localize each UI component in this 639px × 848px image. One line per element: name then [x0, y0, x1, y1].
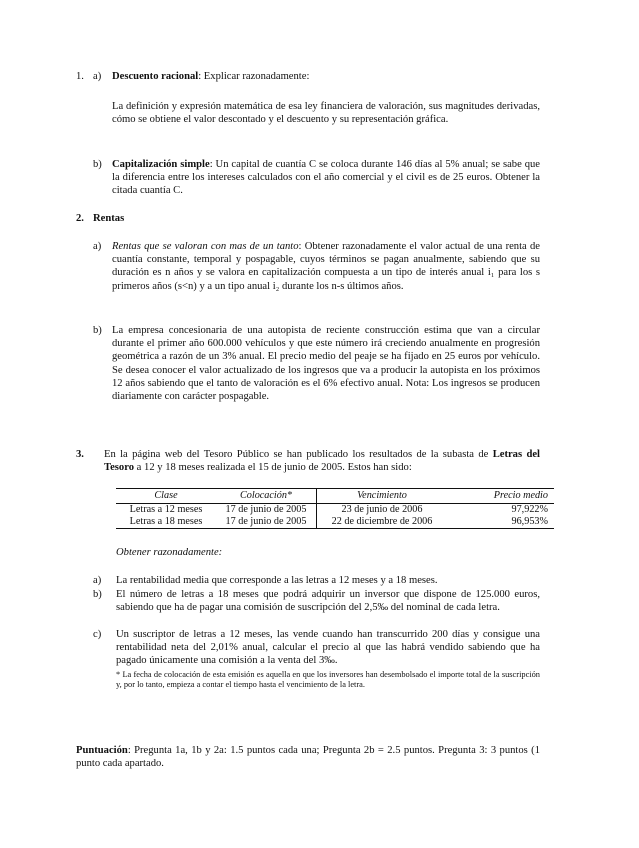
q2a-italic: Rentas que se valoran con mas de un tanto	[112, 241, 299, 252]
q3b-text: El número de letras a 18 meses que podrá adquirir un inversor que dispone de 125.000 euros, sabiendo que ha de pagar una comisión de suscripción del 2,5‰ del nominal de cada letra.	[116, 589, 540, 614]
table-row	[116, 516, 554, 529]
col-precio: Precio medio	[447, 489, 554, 504]
q1b-label: b)	[93, 159, 102, 170]
q2a-label: a)	[93, 241, 102, 252]
col-vencimiento: Vencimiento	[317, 489, 448, 504]
cell: 17 de junio de 2005	[225, 516, 307, 527]
q3b-label: b)	[93, 589, 102, 600]
obtener-label: Obtener razonadamente:	[116, 547, 223, 558]
q1b-body: : Un capital de cuantía C se coloca durante 146 días al 5% anual; se sabe que la diferencia entre los intereses calculados con el año comercial y el civil es de 25 euros. Obtener la citada cuantía C.	[112, 159, 541, 197]
subasta-table	[116, 488, 554, 529]
q3-number: 3.	[76, 449, 84, 460]
cell: 17 de junio de 2005	[225, 504, 307, 515]
q2b-label: b)	[93, 325, 102, 336]
q2-number: 2.	[76, 213, 84, 224]
q1b-title: Capitalización simple	[112, 159, 210, 170]
q3-intro-bold: Letras del Tesoro	[104, 449, 540, 474]
q1-number: 1.	[76, 71, 84, 82]
q2a-body: : Obtener razonadamente el valor actual de una renta de cuantía constante, temporal y pospagable, cuyos términos se pagan anualmente, sabiendo que su duración es n años y se valora en capitalización compuesta a un tipo de interés anual i₁ para los s primeros años (s<n) y a un tipo anual i₂ durante los n-s últimos años.	[112, 241, 540, 292]
q3-intro-end: a 12 y 18 meses realizada el 15 de junio de 2005. Estos han sido:	[134, 462, 412, 474]
scoring	[76, 744, 540, 770]
q2b-body: La empresa concesionaria de una autopista de reciente construcción estima que van a circular durante el primer año 600.000 vehículos y que este número irá creciendo anualmente en progresión geométrica a razón de un 3% anual. El precio medio del peaje se ha fijado en 25 euros por vehículo. Se desea conocer el valor actualizado de los ingresos que va a producir la autopista en los próximos 12 años sabiendo que el tanto de valoración es el 6% efectivo anual. Nota: Los ingresos se producen diariamente con carácter pospagable.	[112, 325, 540, 403]
col-colocacion: Colocación*	[216, 489, 317, 504]
cell: Letras a 18 meses	[129, 516, 203, 527]
q3c-label: c)	[93, 629, 102, 640]
scoring-label: Puntuación	[76, 745, 128, 756]
q3-intro-start: En la página web del Tesoro Público se han publicado los resultados de la subasta de	[104, 449, 493, 460]
cell: Letras a 12 meses	[129, 504, 203, 515]
cell: 23 de junio de 2006	[317, 504, 448, 517]
q1a-title: Descuento racional	[112, 71, 199, 82]
q1a-heading	[112, 70, 309, 83]
q2-title: Rentas	[93, 213, 125, 224]
q1a-body: La definición y expresión matemática de esa ley financiera de valoración, sus magnitudes derivadas, cómo se obtiene el valor descontado y el descuento y su representación gráfica.	[112, 101, 540, 126]
cell: 22 de diciembre de 2006	[317, 516, 448, 529]
col-clase: Clase	[116, 489, 216, 504]
q3a-label: a)	[93, 575, 102, 586]
q1b-text	[112, 158, 540, 198]
q3a-text: La rentabilidad media que corresponde a las letras a 12 meses y a 18 meses.	[116, 575, 438, 586]
cell: 96,953%	[511, 516, 548, 527]
footnote: * La fecha de colocación de esta emisión es aquella en que los inversores han desembolsado el importe total de la suscripción y, por lo tanto, empieza a contar el tiempo hasta el vencimiento de la letra.	[116, 670, 540, 690]
table-header-row	[116, 489, 554, 504]
q3c-text: Un suscriptor de letras a 12 meses, las vende cuando han transcurrido 200 días y consigue una rentabilidad neta del 2,01% anual, calcular el precio al que las habrá vendido sabiendo que ha pagado únicamente una comisión a la venta del 3‰.	[116, 629, 540, 667]
q1a-lead: : Explicar razonadamente:	[198, 71, 310, 82]
scoring-text: : Pregunta 1a, 1b y 2a: 1.5 puntos cada una; Pregunta 2b = 2.5 puntos. Pregunta 3: 3 puntos (1 punto cada apartado.	[76, 745, 540, 770]
table-row	[116, 504, 554, 517]
q2a-text	[112, 240, 540, 293]
q1a-label: a)	[93, 71, 102, 82]
q3-intro	[104, 448, 540, 474]
cell: 97,922%	[511, 504, 548, 515]
